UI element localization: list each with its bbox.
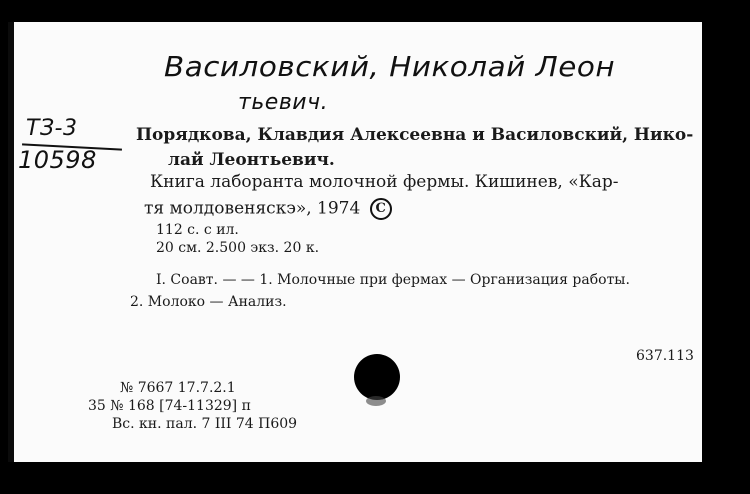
size-print-run: 20 см. 2.500 экз. 20 к. <box>156 240 320 256</box>
handwritten-author-continuation: тьевич. <box>238 90 329 115</box>
handwritten-author-line: Василовский, Николай Леон <box>164 50 616 83</box>
pagination: 112 с. с ил. <box>156 222 239 238</box>
card-punch-hole <box>354 354 400 400</box>
catalog-card <box>8 22 702 462</box>
handwritten-inventory-number: 10598 <box>18 146 97 174</box>
copyright-icon: C <box>370 198 392 220</box>
handwritten-shelf-code: ТЗ-3 <box>26 116 78 141</box>
authors-heading: Порядкова, Клавдия Алексеевна и Василовский, Нико- <box>136 125 694 145</box>
authors-heading-continued: лай Леонтьевич. <box>168 150 335 170</box>
book-title: Книга лаборанта молочной фермы. Кишинев, «Кар- <box>150 172 619 192</box>
chamber-registry-line: Вс. кн. пал. 7 III 74 П609 <box>112 416 298 432</box>
subject-tracing-1: I. Соавт. — — 1. Молочные при фермах — Организация работы. <box>156 272 630 288</box>
publisher-line <box>144 198 392 220</box>
catalog-number-line: № 7667 17.7.2.1 <box>120 380 236 396</box>
punch-hole-smudge <box>366 396 386 406</box>
card-edge <box>8 22 14 462</box>
publisher-text: тя молдовеняскэ», 1974 <box>144 198 361 219</box>
udc-number: 637.113 <box>636 348 694 364</box>
registration-number-line: 35 № 168 [74-11329] п <box>88 398 251 414</box>
subject-tracing-2: 2. Молоко — Анализ. <box>130 294 287 310</box>
